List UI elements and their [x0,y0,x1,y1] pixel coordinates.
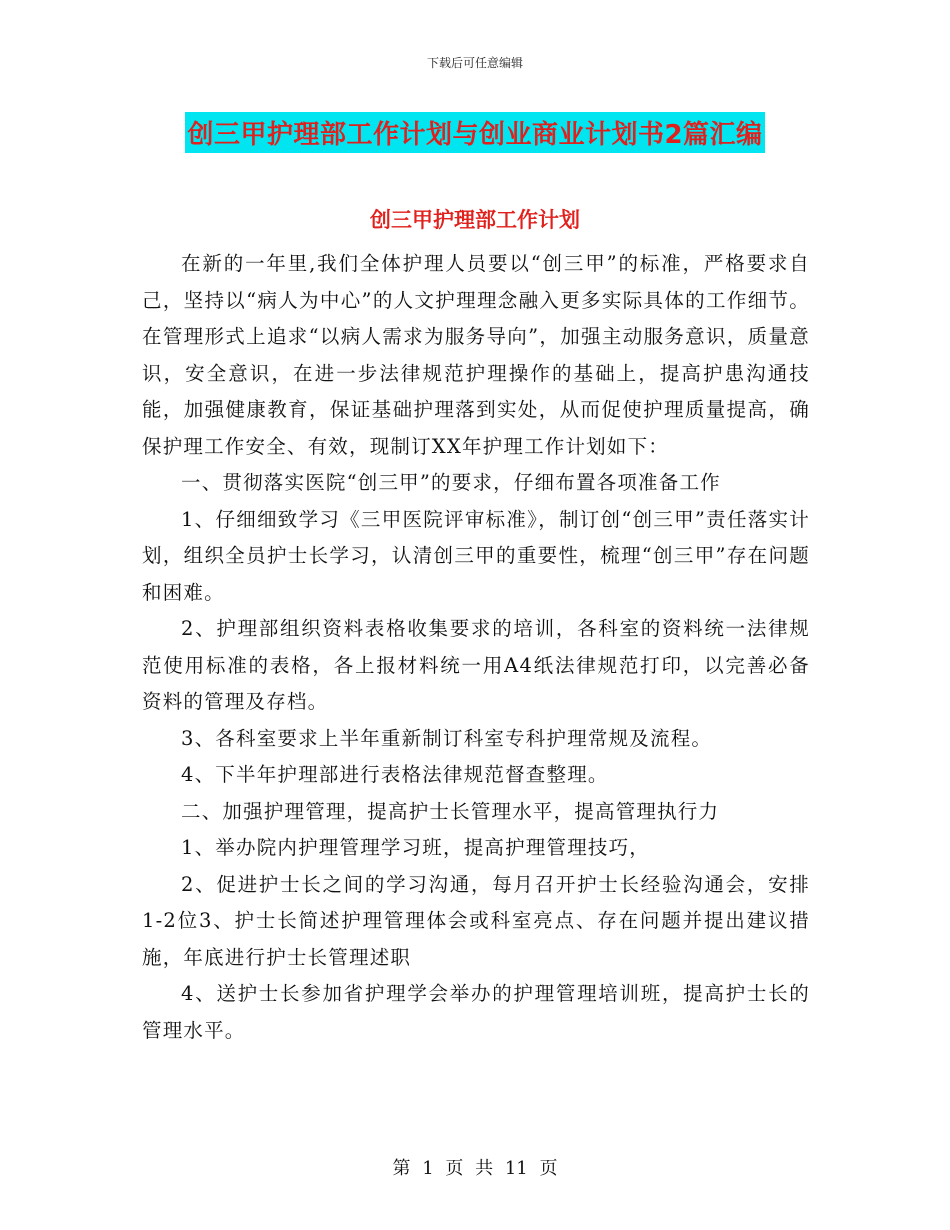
paragraph: 在新的一年里,我们全体护理人员要以“创三甲”的标准，严格要求自己，坚持以“病人为中心”的人文护理理念融入更多实际具体的工作细节。在管理形式上追求“以病人需求为服务导向”，加强主动服务意识，质量意识，安全意识，在进一步法律规范护理操作的基础上，提高护患沟通技能，加强健康教育，保证基础护理落到实处，从而促使护理质量提高，确保护理工作安全、有效，现制订XX年护理工作计划如下： [142,252,810,458]
section-title: 创三甲护理部工作计划 [370,208,580,232]
paragraph: 一、贯彻落实医院“创三甲”的要求，仔细布置各项准备工作 [181,471,721,494]
document-title-text: 创三甲护理部工作计划与创业商业计划书2篇汇编 [185,112,764,153]
paragraph: 二、加强护理管理，提高护士长管理水平，提高管理执行力 [181,799,720,823]
paragraph: 4、下半年护理部进行表格法律规范督查整理。 [181,763,609,786]
header-note: 下载后可任意编辑 [426,56,523,70]
paragraph: 4、送护士长参加省护理学会举办的护理管理培训班，提高护士长的管理水平。 [142,982,810,1042]
paragraph: 2、促进护士长之间的学习沟通，每月召开护士长经验沟通会，安排1-2位3、护士长简述护理管理体会或科室亮点、存在问题并提出建议措施，年底进行护士长管理述职 [142,872,810,969]
page-footer: 第 1 页 共 11 页 [392,1158,558,1179]
paragraph: 3、各科室要求上半年重新制订科室专科护理常规及流程。 [181,726,713,750]
document-title [0,112,950,153]
paragraph: 1、举办院内护理管理学习班，提高护理管理技巧， [181,836,651,859]
paragraph: 1、仔细细致学习《三甲医院评审标准》，制订创“创三甲”责任落实计划，组织全员护士长学习，认清创三甲的重要性，梳理“创三甲”存在问题和困难。 [142,507,810,604]
paragraph: 2、护理部组织资料表格收集要求的培训，各科室的资料统一法律规范使用标准的表格，各上报材料统一用A4纸法律规范打印，以完善必备资料的管理及存档。 [142,617,810,713]
document-body [142,246,810,1049]
